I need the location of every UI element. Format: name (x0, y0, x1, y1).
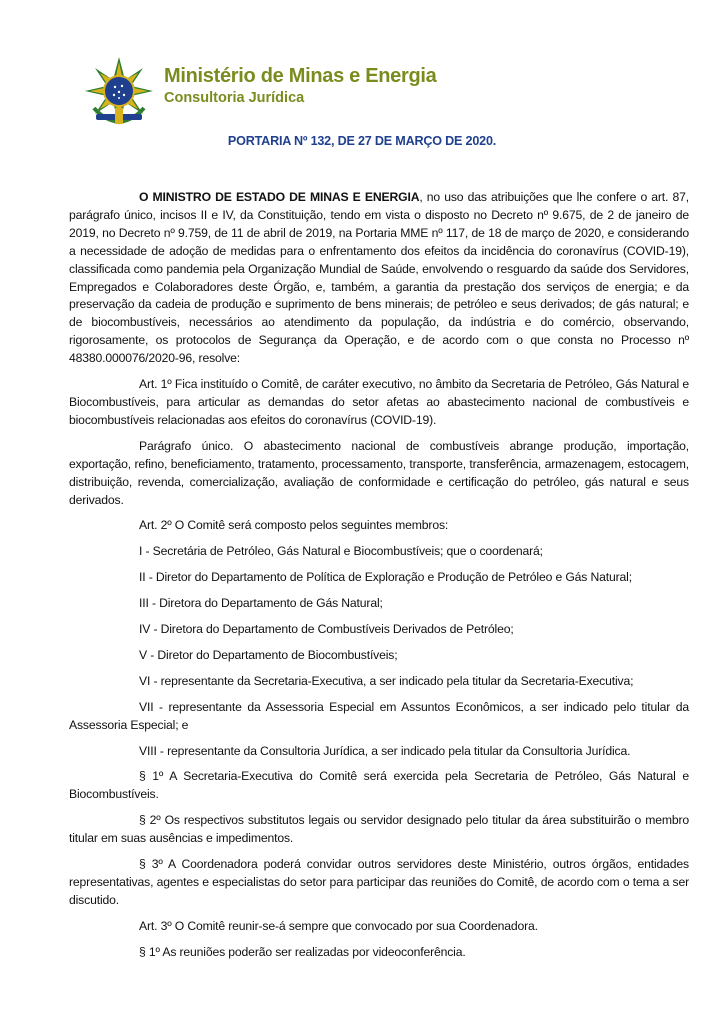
document-header (84, 56, 684, 128)
member-item-1: I - Secretária de Petróleo, Gás Natural e Biocombustíveis; que o coordenará; (139, 544, 543, 559)
ministry-name: Ministério de Minas e Energia (164, 65, 437, 87)
article-2: Art. 2º O Comitê será composto pelos seguintes membros: (139, 518, 449, 533)
member-item-4: IV - Diretora do Departamento de Combustíveis Derivados de Petróleo; (139, 622, 514, 637)
article-2-paragraph-2: § 2º Os respectivos substitutos legais ou servidor designado pelo titular da área substituirão o membro titular em suas ausências e impedimentos. (69, 813, 689, 846)
document-title: PORTARIA Nº 132, DE 27 DE MARÇO DE 2020. (227, 134, 497, 148)
member-item-7: VII - representante da Assessoria Especial em Assuntos Econômicos, a ser indicado pelo titular da Assessoria Especial; e (69, 699, 689, 732)
member-item-8: VIII - representante da Consultoria Jurídica, a ser indicado pela titular da Consultoria Jurídica. (139, 743, 631, 758)
header-text (164, 64, 436, 108)
office-name: Consultoria Jurídica (164, 90, 305, 106)
article-1-sole-paragraph: Parágrafo único. O abastecimento nacional de combustíveis abrange produção, importação, exportação, refino, beneficiamento, tratamento, processamento, transporte, transferência, armazenagem, estocagem, distribuição, revenda, comercialização, avaliação de conformidade e certificação do petróleo, gás natural e seus derivados. (69, 438, 689, 507)
member-item-5: V - Diretor do Departamento de Biocombustíveis; (139, 647, 398, 662)
document-body (69, 189, 689, 962)
brazil-coat-of-arms-icon (84, 56, 154, 126)
preamble-paragraph (69, 189, 689, 368)
preamble-lead: O MINISTRO DE ESTADO DE MINAS E ENERGIA (139, 190, 420, 204)
article-2-paragraph-3: § 3º A Coordenadora poderá convidar outros servidores deste Ministério, outros órgãos, entidades representativas, agentes e especialistas do setor para participar das reuniões do Comitê, de acordo com o tema a ser discutido. (69, 857, 689, 907)
preamble-text: , no uso das atribuições que lhe confere o art. 87, parágrafo único, incisos II e IV, da Constituição, tendo em vista o disposto no Decreto nº 9.675, de 2 de janeiro de 2019, no Decreto nº 9.759, de 11 de abril de 2019, na Portaria MME nº 117, de 18 de março de 2020, e considerando a necessidade de adoção de medidas para o enfrentamento dos efeitos da incidência do coronavírus (COVID-19), classificada como pandemia pela Organização Mundial de Saúde, envolvendo o resguardo da saúde dos Servidores, Empregados e Colaboradores deste Órgão, e, também, a garantia da prestação dos serviços de energia; e da preservação da cadeia de produção e suprimento de bens minerais; de petróleo e seus derivados; de gás natural; e de biocombustíveis, necessários ao atendimento da população, da indústria e do comércio, observando, rigorosamente, os protocolos de Segurança da Operação, e de acordo com o que consta no Processo nº 48380.000076/2020-96, resolve: (69, 190, 689, 366)
member-item-6: VI - representante da Secretaria-Executiva, a ser indicado pela titular da Secretaria-Executiva; (139, 673, 634, 688)
member-item-3: III - Diretora do Departamento de Gás Natural; (139, 596, 383, 611)
member-item-2: II - Diretor do Departamento de Política de Exploração e Produção de Petróleo e Gás Natural; (139, 570, 632, 585)
article-3-paragraph-1: § 1º As reuniões poderão ser realizadas por videoconferência. (139, 944, 466, 959)
article-1: Art. 1º Fica instituído o Comitê, de caráter executivo, no âmbito da Secretaria de Petróleo, Gás Natural e Biocombustíveis, para articular as demandas do setor afetas ao abastecimento nacional de combustíveis e biocombustíveis relacionadas aos efeitos do coronavírus (COVID-19). (69, 377, 689, 427)
article-3: Art. 3º O Comitê reunir-se-á sempre que convocado por sua Coordenadora. (139, 918, 538, 933)
article-2-paragraph-1: § 1º A Secretaria-Executiva do Comitê será exercida pela Secretaria de Petróleo, Gás Natural e Biocombustíveis. (69, 769, 689, 802)
